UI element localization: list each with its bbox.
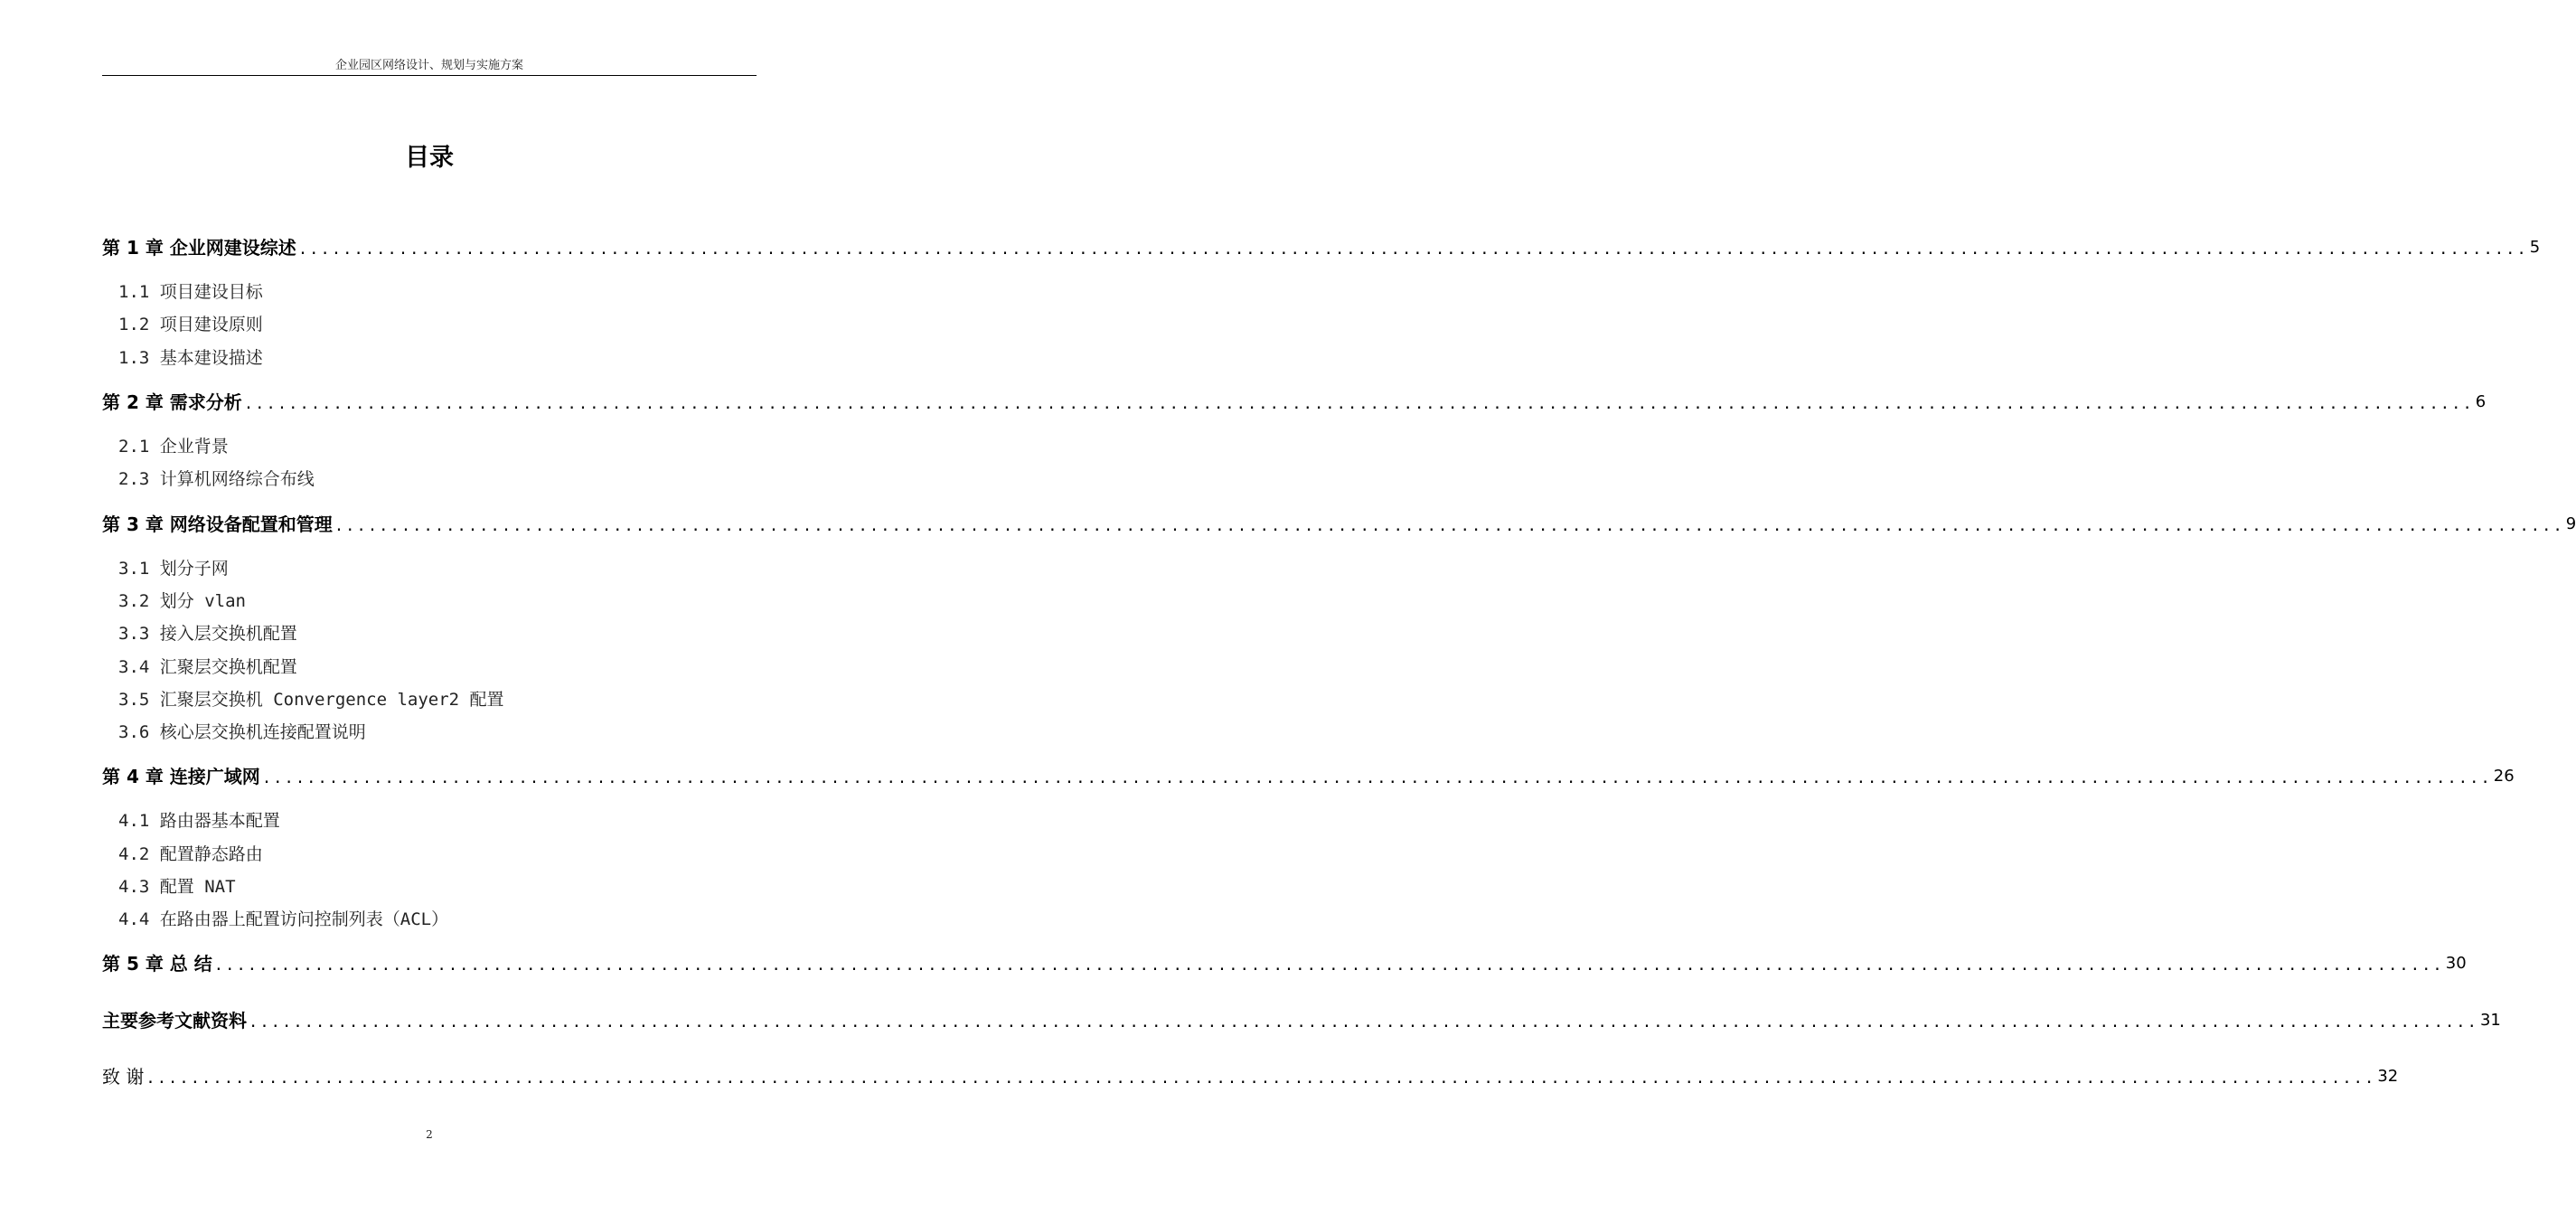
toc-dot-leader: ........................................................................................................................................................................................................ — [249, 1013, 2478, 1031]
toc-page-number: 30 — [2445, 954, 2467, 973]
toc-page-number: 5 — [2529, 238, 2541, 257]
running-header: 企业园区网络设计、规划与实施方案 — [334, 59, 523, 72]
toc-page-number: 32 — [2377, 1067, 2399, 1086]
toc-chapter-label: 致 谢 — [102, 1066, 145, 1088]
toc-section-entry[interactable]: 3.2 划分 vlan — [118, 591, 246, 611]
toc-chapter-entry[interactable] — [102, 235, 2541, 260]
toc-chapter-label: 主要参考文献资料 — [102, 1010, 247, 1031]
toc-section-entry[interactable]: 1.3 基本建设描述 — [118, 348, 263, 368]
toc-section-entry[interactable]: 3.1 划分子网 — [118, 559, 229, 579]
toc-chapter-label: 第 4 章 连接广域网 — [102, 766, 260, 787]
toc-section-entry[interactable]: 4.2 配置静态路由 — [118, 844, 263, 864]
header-rule — [102, 75, 757, 76]
toc-page-number: 26 — [2493, 767, 2515, 786]
toc-chapter-label: 第 2 章 需求分析 — [102, 391, 242, 413]
toc-chapter-entry[interactable] — [102, 764, 2515, 789]
toc-section-entry[interactable]: 3.4 汇聚层交换机配置 — [118, 657, 297, 677]
toc-chapter-entry[interactable] — [102, 390, 2487, 415]
toc-section-entry[interactable]: 3.5 汇聚层交换机 Convergence layer2 配置 — [118, 690, 504, 710]
toc-section-entry[interactable]: 4.3 配置 NAT — [118, 877, 236, 897]
toc-page-number: 31 — [2479, 1011, 2501, 1030]
toc-section-entry[interactable]: 3.3 接入层交换机配置 — [118, 624, 297, 644]
toc-page-number: 6 — [2475, 392, 2487, 411]
toc-section-entry[interactable]: 1.1 项目建设目标 — [118, 282, 263, 302]
toc-chapter-entry[interactable] — [102, 951, 2467, 976]
toc-chapter-entry[interactable] — [102, 1008, 2501, 1033]
toc-dot-leader: ........................................................................................................................................................................................................ — [243, 395, 2474, 413]
toc-dot-leader: ........................................................................................................................................................................................................ — [261, 769, 2492, 787]
toc-chapter-entry[interactable] — [102, 512, 2576, 537]
toc-dot-leader: ........................................................................................................................................................................................................ — [297, 240, 2528, 259]
toc-section-entry[interactable]: 1.2 项目建设原则 — [118, 315, 263, 334]
toc-section-entry[interactable]: 4.4 在路由器上配置访问控制列表（ACL） — [118, 909, 449, 929]
page-number: 2 — [426, 1128, 433, 1141]
toc-dot-leader: ........................................................................................................................................................................................................ — [146, 1069, 2376, 1088]
toc-section-entry[interactable]: 2.3 计算机网络综合布线 — [118, 469, 315, 489]
toc-section-entry[interactable]: 3.6 核心层交换机连接配置说明 — [118, 722, 366, 742]
toc-dot-leader: ........................................................................................................................................................................................................ — [213, 956, 2444, 975]
toc-section-entry[interactable]: 2.1 企业背景 — [118, 437, 229, 457]
toc-section-entry[interactable]: 4.1 路由器基本配置 — [118, 811, 280, 831]
toc-chapter-entry[interactable] — [102, 1064, 2399, 1089]
toc-chapter-label: 第 3 章 网络设备配置和管理 — [102, 513, 333, 535]
toc-dot-leader: ........................................................................................................................................................................................................ — [334, 517, 2564, 535]
toc-title: 目录 — [405, 144, 454, 172]
toc-chapter-label: 第 1 章 企业网建设综述 — [102, 237, 296, 259]
toc-page-number: 9 — [2565, 514, 2576, 533]
toc-chapter-label: 第 5 章 总 结 — [102, 953, 212, 975]
